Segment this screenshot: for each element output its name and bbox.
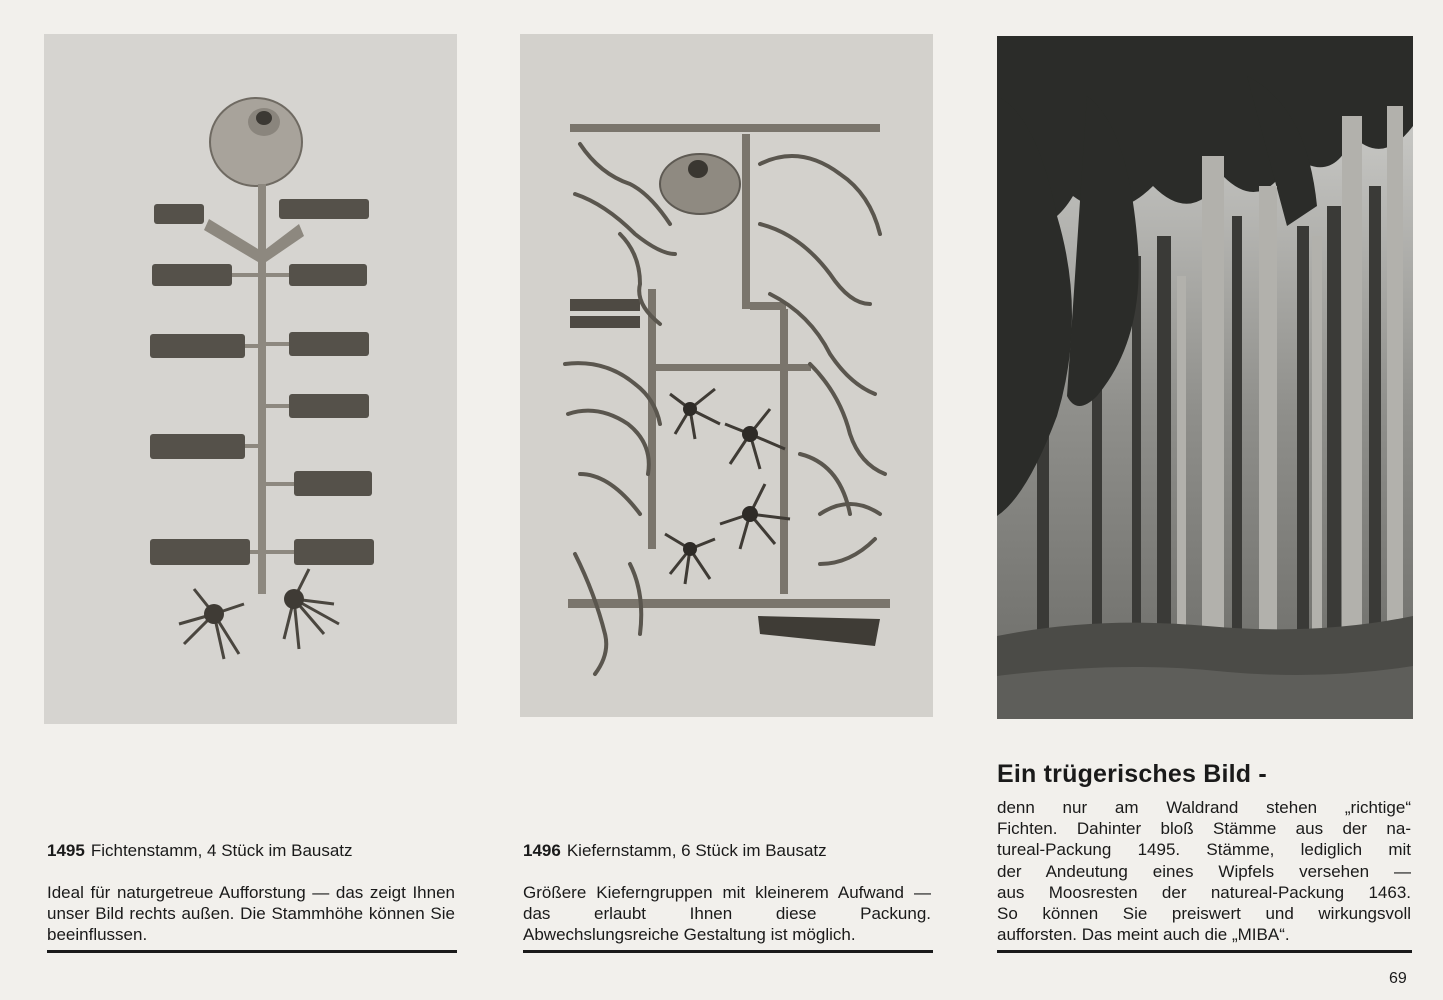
item-number: 1495 (47, 841, 85, 860)
text-line: aufforsten. Das meint auch die „MIBA“. (997, 925, 1290, 945)
description-1496: Größere Kieferngruppen mit kleinerem Aufwand — das erlaubt Ihnen diese Packung. Abwechslungsreiche Gestaltung ist möglich. (523, 883, 931, 944)
item-caption: Kiefernstamm, 6 Stück im Bausatz (566, 841, 827, 860)
text-line: der Andeutung eines Wipfels versehen — (997, 861, 1411, 881)
spruce-trunk-kit-photo (44, 34, 457, 724)
item-number: 1496 (523, 841, 561, 860)
page-number: 69 (1389, 970, 1407, 987)
section-heading: Ein trügerisches Bild - (997, 760, 1267, 788)
divider (47, 950, 457, 953)
caption-1496 (523, 840, 827, 861)
text-line: So können Sie preiswert und wirkungsvoll (997, 904, 1411, 924)
text-line: aus Moosresten der natureal-Packung 1463. (997, 882, 1411, 902)
item-caption: Fichtenstamm, 4 Stück im Bausatz (90, 841, 353, 860)
text-line: tureal-Packung 1495. Stämme, lediglich mit (997, 840, 1411, 860)
pine-trunk-kit-photo (520, 34, 933, 717)
caption-1495 (47, 840, 353, 861)
description-1495: Ideal für naturgetreue Aufforstung — das zeigt Ihnen unser Bild rechts außen. Die Stammhöhe können Sie beeinflussen. (47, 883, 455, 944)
text-line: denn nur am Waldrand stehen „richtige“ (997, 798, 1411, 817)
divider (523, 950, 933, 953)
text-line: Fichten. Dahinter bloß Stämme aus der na- (997, 819, 1411, 839)
forest-photo (997, 36, 1413, 719)
forest-description (997, 797, 1411, 945)
divider (997, 950, 1412, 953)
